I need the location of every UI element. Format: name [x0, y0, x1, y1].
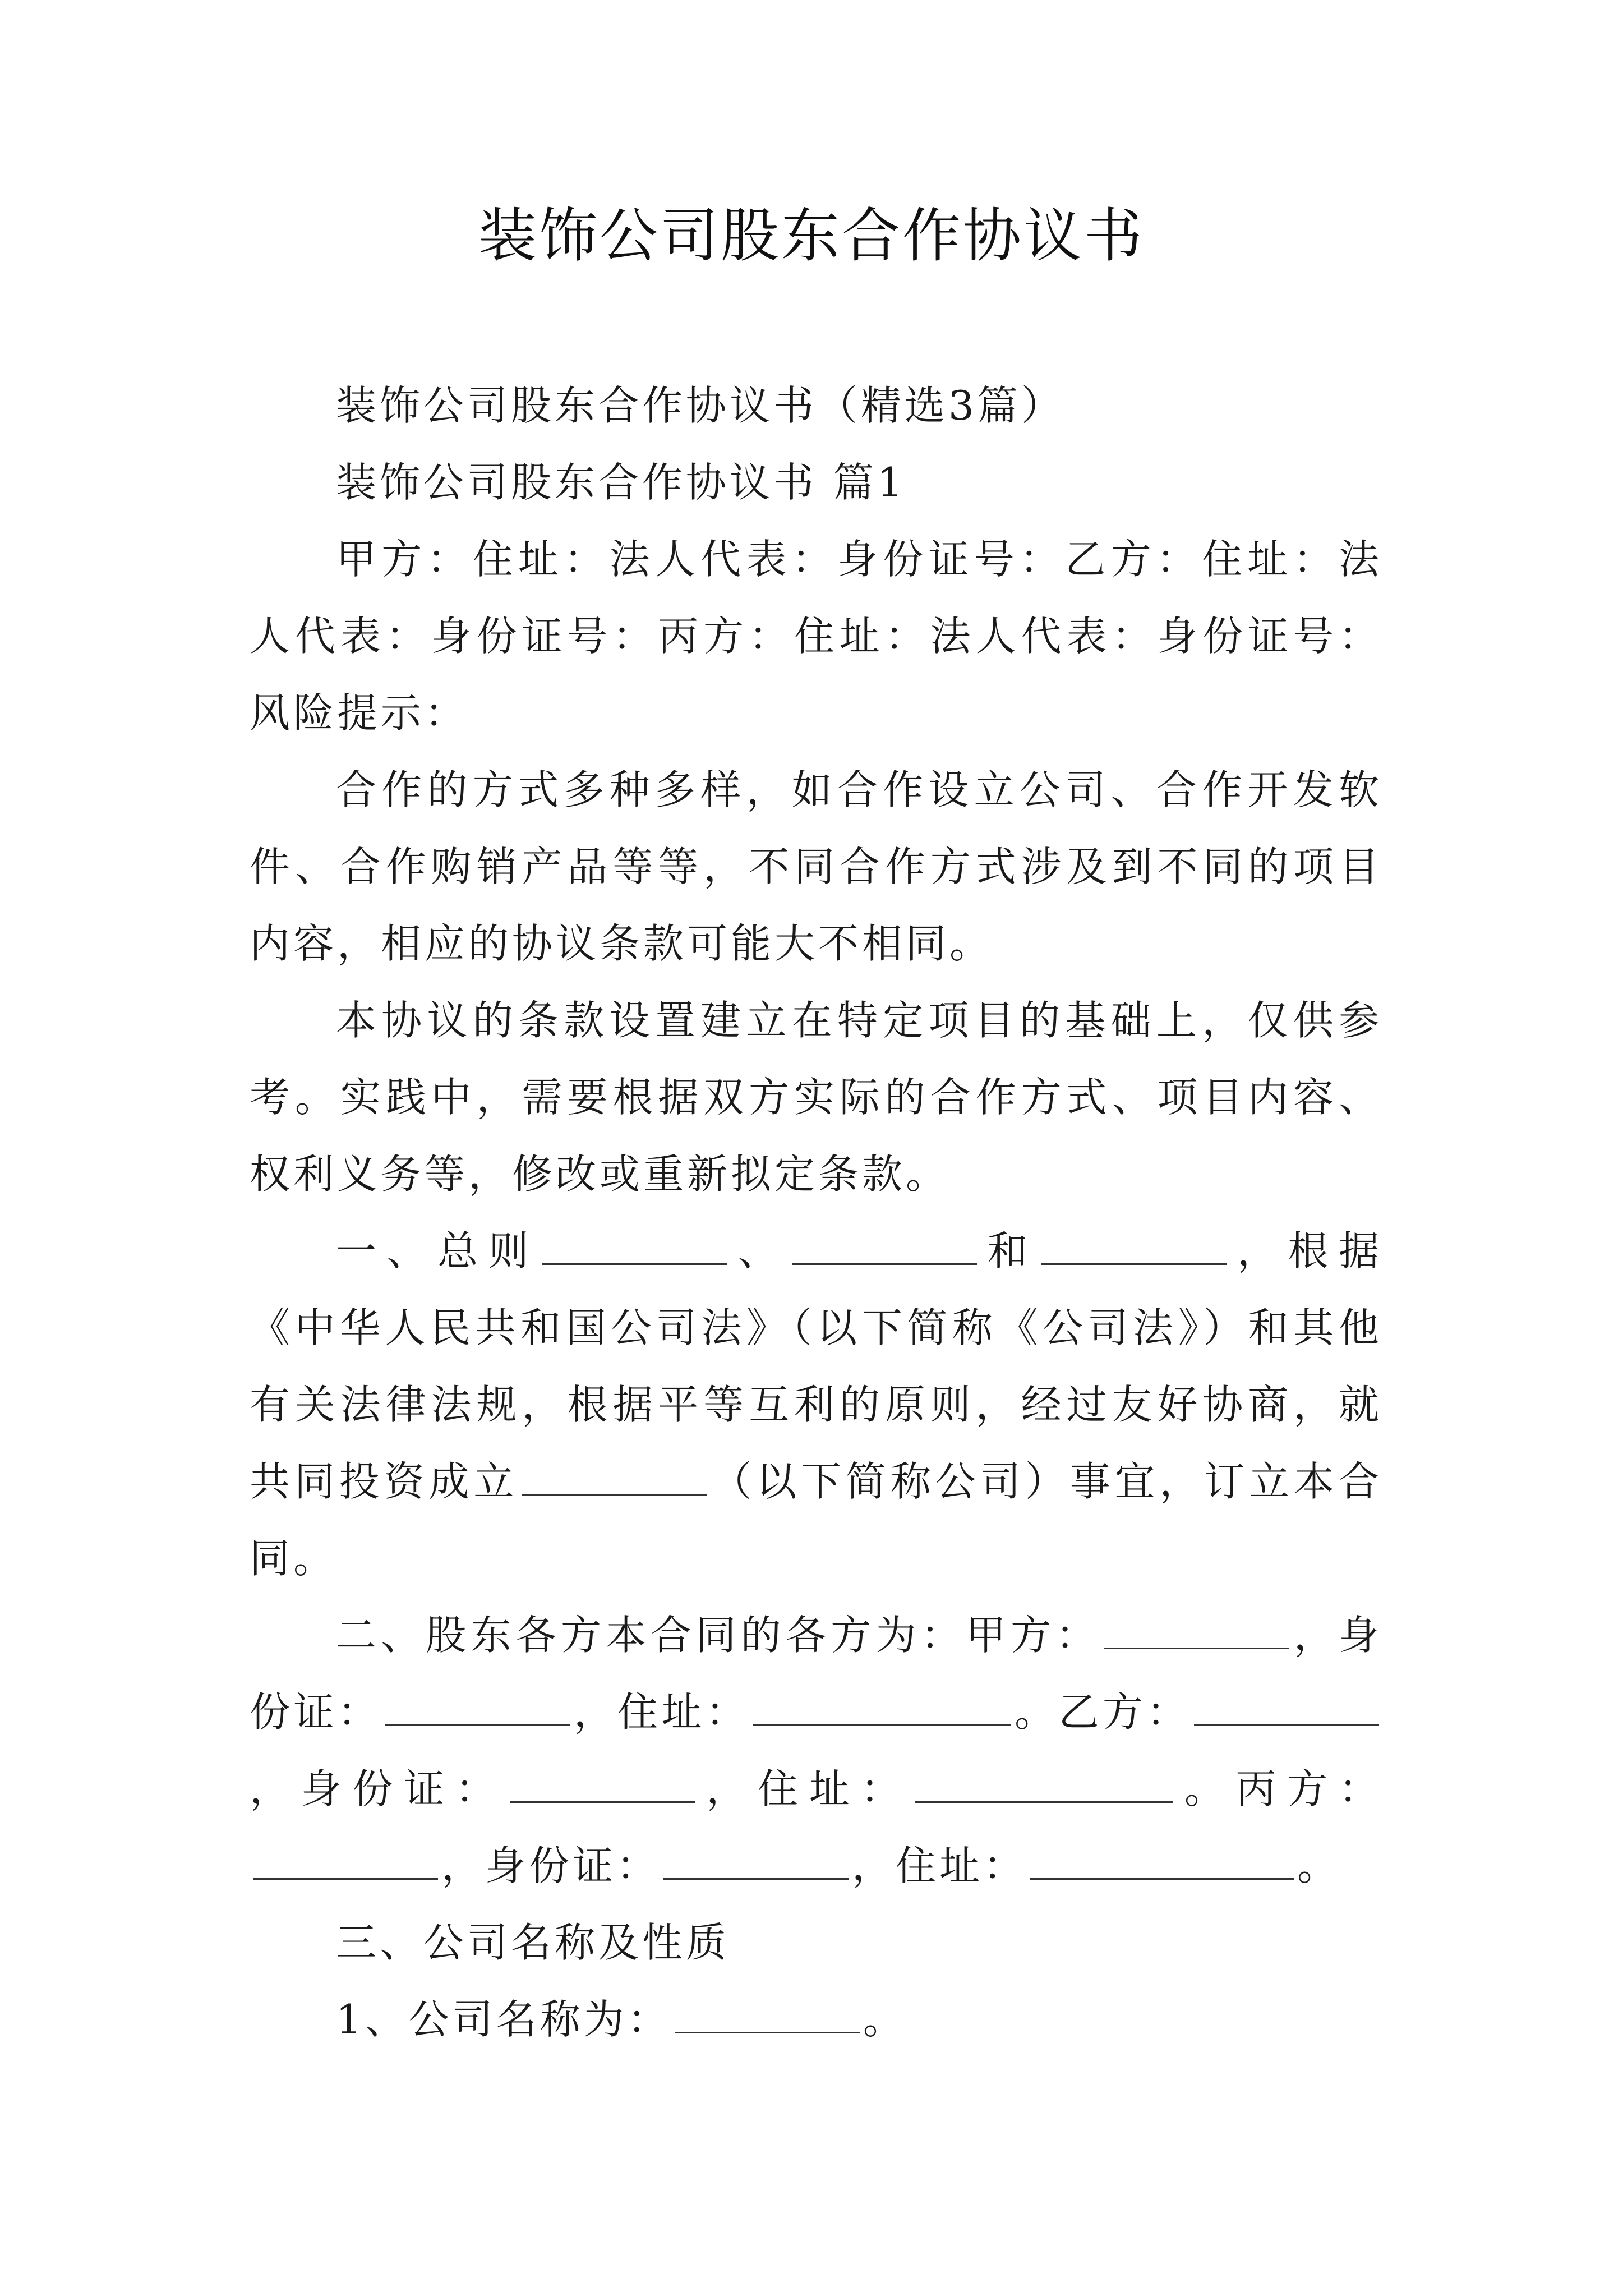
risk-paragraph-1: 合作的方式多种多样，如合作设立公司、合作开发软件、合作购销产品等等，不同合作方式涉及到不同的项目内容，相应的协议条款可能大不相同。: [250, 766, 1382, 967]
shareholders-lead: 二、股东各方本合同的各方为：甲方：: [336, 1612, 1101, 1659]
general-sep-1: 、: [731, 1227, 789, 1274]
section-heading: 装饰公司股东合作协议书 篇1: [336, 459, 906, 506]
label-address-b: ，住址：: [698, 1765, 912, 1812]
shareholders-paragraph: [250, 1597, 1382, 1904]
blank-field-party-b-address[interactable]: [915, 1768, 1173, 1803]
blank-field-party-a-address[interactable]: [753, 1691, 1011, 1726]
general-clause-paragraph: [250, 1213, 1382, 1597]
label-address-c: ，住址：: [852, 1842, 1027, 1889]
general-sep-2: 和: [980, 1227, 1039, 1274]
blank-field-party-c-address[interactable]: [1030, 1844, 1294, 1880]
general-text-end: （以下简称公司）事宜，订立本合同。: [250, 1458, 1382, 1582]
blank-field-party-c-id[interactable]: [663, 1844, 849, 1880]
label-address-a: ，住址：: [573, 1688, 750, 1736]
company-name-end: 。: [863, 1996, 907, 2043]
label-id-a: ，身份证：: [250, 1612, 1382, 1736]
blank-field-company[interactable]: [522, 1460, 707, 1496]
blank-field-party-a-id[interactable]: [385, 1691, 570, 1726]
general-lead: 一、总则: [336, 1227, 540, 1274]
label-party-b: 。乙方：: [1014, 1688, 1191, 1736]
label-party-c: 。丙方：: [1177, 1765, 1382, 1812]
label-id-c: ，身份证：: [441, 1842, 661, 1889]
subtitle-paragraph: 装饰公司股东合作协议书（精选3篇）: [336, 382, 1065, 429]
document-body: [250, 367, 1382, 2058]
blank-field-company-name[interactable]: [675, 1998, 860, 2033]
blank-field-party-a-name[interactable]: [1104, 1614, 1289, 1649]
company-name-lead: 1、公司名称为：: [336, 1996, 671, 2043]
parties-paragraph: 甲方：住址：法人代表：身份证号：乙方：住址：法人代表：身份证号：丙方：住址：法人代表：身份证号：风险提示：: [250, 536, 1382, 737]
label-id-b: ，身份证：: [250, 1765, 507, 1812]
risk-paragraph-2: 本协议的条款设置建立在特定项目的基础上，仅供参考。实践中，需要根据双方实际的合作方式、项目内容、权利义务等，修改或重新拟定条款。: [250, 997, 1382, 1198]
blank-field-party-c-name[interactable]: [253, 1844, 438, 1880]
document-title: 装饰公司股东合作协议书: [478, 201, 1145, 270]
company-name-paragraph: [250, 1981, 1382, 2058]
company-heading: 三、公司名称及性质: [336, 1919, 730, 1966]
blank-field-party-1[interactable]: [542, 1230, 727, 1265]
general-text: ，根据《中华人民共和国公司法》（以下简称《公司法》）和其他有关法律法规，根据平等互利的原则，经过友好协商，就共同投资成立: [250, 1227, 1382, 1505]
blank-field-party-b-id[interactable]: [510, 1768, 695, 1803]
shareholders-end: 。: [1297, 1842, 1341, 1889]
blank-field-party-3[interactable]: [1041, 1230, 1227, 1265]
blank-field-party-2[interactable]: [792, 1230, 977, 1265]
blank-field-party-b-name[interactable]: [1194, 1691, 1379, 1726]
